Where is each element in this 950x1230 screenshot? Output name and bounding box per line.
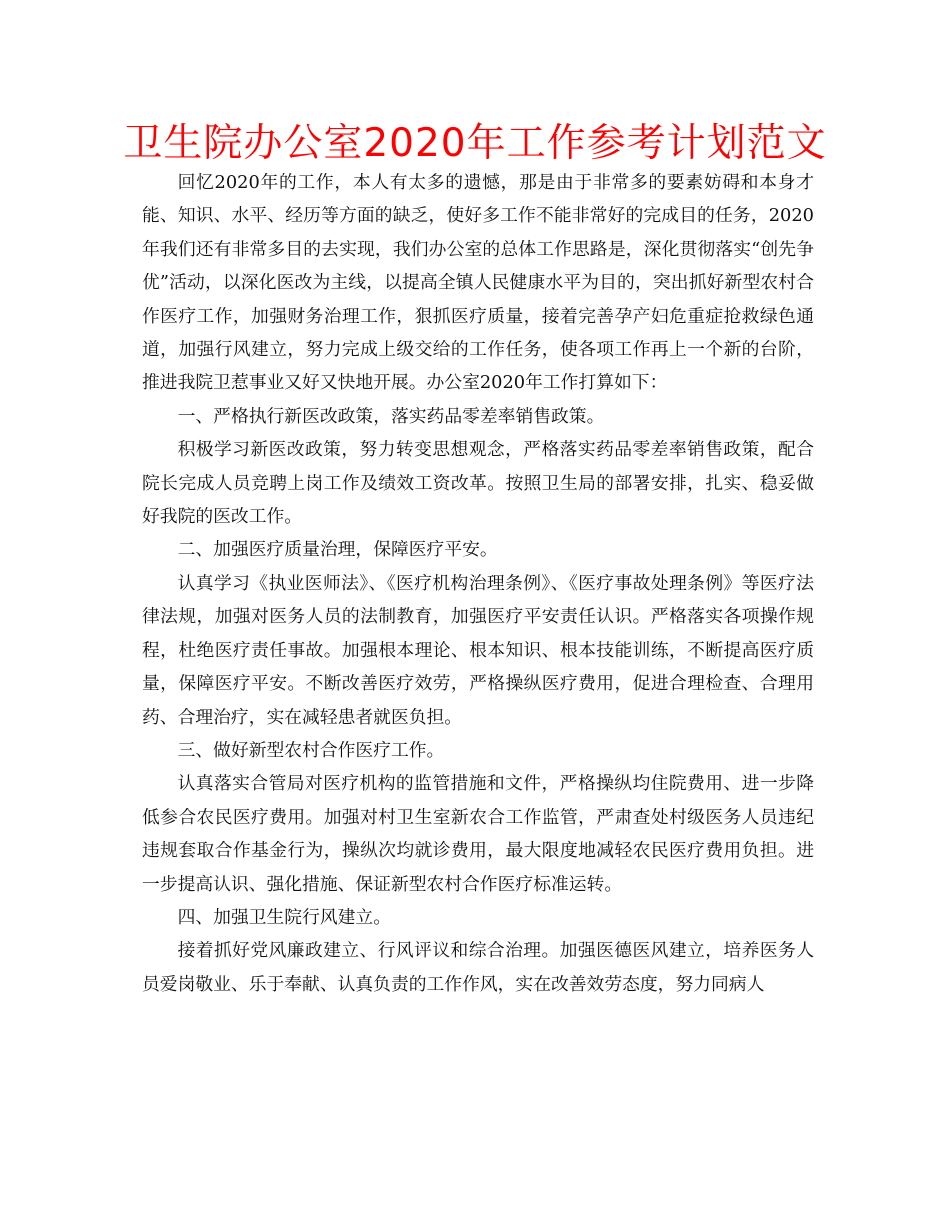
paragraph: 接着抓好党风廉政建立、行风评议和综合治理。加强医德医风建立，培养医务人员爱岗敬业、乐于奉献、认真负责的工作作风，实在改善效劳态度，努力同病人: [142, 940, 814, 995]
paragraph: 认真落实合管局对医疗机构的监管措施和文件，严格操纵均住院费用、进一步降低参合农民医疗费用。加强对村卫生室新农合工作监管，严肃查处村级医务人员违纪违规套取合作基金行为，操纵次均就诊费用，最大限度地减轻农民医疗费用负担。进一步提高认识、强化措施、保证新型农村合作医疗标准运转。: [142, 773, 814, 895]
document-body: [142, 166, 814, 1001]
paragraph: 认真学习《执业医师法》、《医疗机构治理条例》、《医疗事故处理条例》等医疗法律法规，加强对医务人员的法制教育，加强医疗平安责任认识。严格落实各项操作规程，杜绝医疗责任事故。加强根本理论、根本知识、根本技能训练，不断提高医疗质量，保障医疗平安。不断改善医疗效劳，严格操纵医疗费用，促进合理检查、合理用药、合理治疗，实在减轻患者就医负担。: [142, 572, 814, 728]
section-heading: 一、严格执行新医改政策，落实药品零差率销售政策。: [177, 405, 605, 427]
paragraph: 回忆2020年的工作，本人有太多的遗憾，那是由于非常多的要素妨碍和本身才能、知识、水平、经历等方面的缺乏，使好多工作不能非常好的完成目的任务，2020年我们还有非常多目的去实现，我们办公室的总体工作思路是，深化贯彻落实“创先争优”活动，以深化医改为主线，以提高全镇人民健康水平为目的，突出抓好新型农村合作医疗工作，加强财务治理工作，狠抓医疗质量，接着完善孕产妇危重症抢救绿色通道，加强行风建立，努力完成上级交给的工作任务，使各项工作再上一个新的台阶，推进我院卫惹事业又好又快地开展。办公室2020年工作打算如下：: [142, 172, 814, 394]
section-heading: 二、加强医疗质量治理，保障医疗平安。: [177, 539, 498, 561]
paragraph: 积极学习新医改政策，努力转变思想观念，严格落实药品零差率销售政策，配合院长完成人员竞聘上岗工作及绩效工资改革。按照卫生局的部署安排，扎实、稳妥做好我院的医改工作。: [142, 439, 814, 528]
section-heading: 三、做好新型农村合作医疗工作。: [177, 739, 445, 761]
section-heading: 四、加强卫生院行风建立。: [177, 906, 391, 928]
document-title: 卫生院办公室2020年工作参考计划范文: [123, 121, 827, 166]
